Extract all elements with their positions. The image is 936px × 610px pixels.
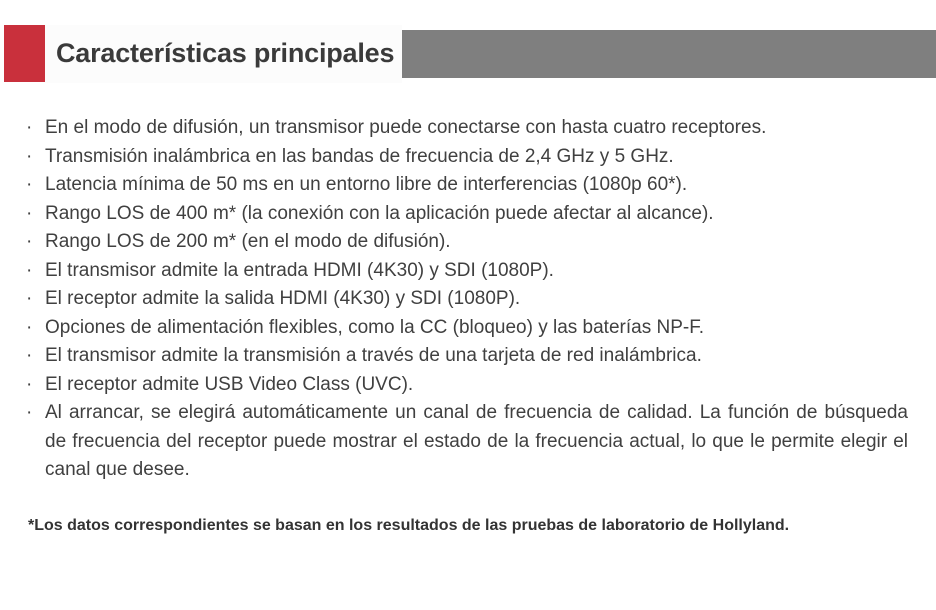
feature-item: [0, 171, 936, 200]
feature-text: Latencia mínima de 50 ms en un entorno libre de interferencias (1080p 60*).: [45, 174, 688, 195]
feature-item: [0, 143, 936, 172]
feature-item: [0, 314, 936, 343]
feature-item: [0, 200, 936, 229]
feature-item: [0, 228, 936, 257]
bullet-dot: ·: [26, 231, 33, 252]
feature-item: [0, 257, 936, 286]
feature-text: El transmisor admite la entrada HDMI (4K30) y SDI (1080P).: [45, 259, 554, 281]
page-header: [0, 0, 936, 82]
bullet-dot: ·: [26, 174, 33, 195]
feature-item: [0, 114, 936, 143]
feature-text: El transmisor admite la transmisión a través de una tarjeta de red inalámbrica.: [45, 345, 702, 366]
features-list: [0, 114, 936, 485]
header-row: [0, 25, 936, 82]
title-accent-square: [4, 25, 45, 82]
bullet-dot: ·: [26, 373, 33, 395]
bullet-dot: ·: [26, 145, 33, 167]
feature-text: El receptor admite la salida HDMI (4K30) y SDI (1080P).: [45, 288, 521, 309]
bullet-dot: ·: [26, 259, 33, 281]
title-wrap: [45, 25, 402, 83]
feature-text: En el modo de difusión, un transmisor puede conectarse con hasta cuatro receptores.: [45, 117, 767, 138]
feature-text: Opciones de alimentación flexibles, como la CC (bloqueo) y las baterías NP-F.: [45, 316, 704, 338]
bullet-dot: ·: [26, 117, 33, 138]
bullet-dot: ·: [26, 402, 33, 423]
footnote-text: *Los datos correspondientes se basan en los resultados de las pruebas de laboratorio de Hollyland.: [28, 516, 790, 534]
title-accent-bar: [402, 30, 936, 78]
feature-text: Rango LOS de 200 m* (en el modo de difusión).: [45, 231, 451, 252]
feature-item: [0, 342, 936, 371]
feature-text: Rango LOS de 400 m* (la conexión con la aplicación puede afectar al alcance).: [45, 202, 714, 224]
feature-text: El receptor admite USB Video Class (UVC).: [45, 373, 414, 395]
feature-text: Al arrancar, se elegirá automáticamente un canal de frecuencia de calidad. La función de búsqueda de frecuencia del receptor puede mostrar el estado de la frecuencia actual, lo que le permite elegir el canal que desee.: [45, 402, 908, 480]
feature-item: [0, 285, 936, 314]
bullet-dot: ·: [26, 345, 33, 366]
page-title: Características principales: [56, 38, 395, 68]
bullet-dot: ·: [26, 316, 33, 338]
bullet-dot: ·: [26, 288, 33, 309]
feature-item: [0, 371, 936, 400]
feature-text: Transmisión inalámbrica en las bandas de frecuencia de 2,4 GHz y 5 GHz.: [45, 145, 674, 167]
bullet-dot: ·: [26, 202, 33, 224]
feature-item: [0, 399, 936, 485]
